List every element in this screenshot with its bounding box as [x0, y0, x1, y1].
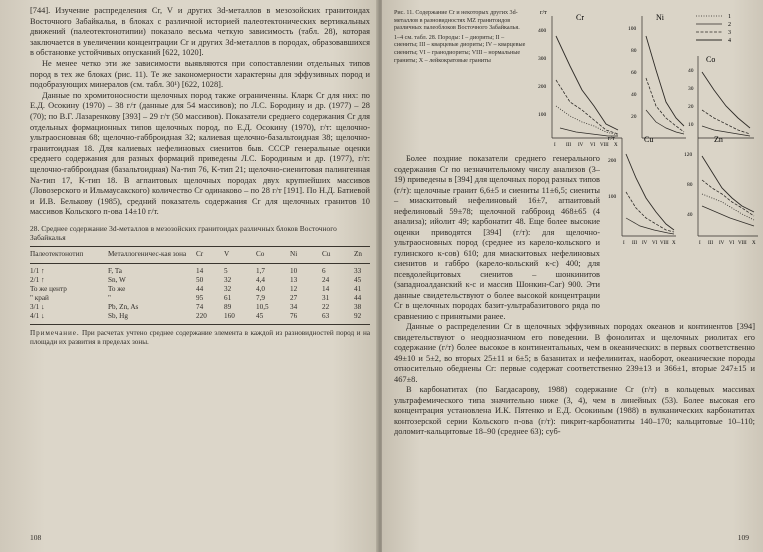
table-cell-cr: 74: [196, 302, 204, 311]
cr-ytick-100: 100: [538, 112, 547, 118]
zn-xtick-4: VI: [729, 241, 735, 246]
table-cell-paleotype: " край: [30, 293, 49, 302]
header-zn: Zn: [354, 249, 362, 258]
zn-ytick-80: 80: [687, 182, 693, 188]
table-cell-cr: 220: [196, 311, 207, 320]
co-ytick-40: 40: [688, 68, 694, 74]
table-row: [30, 312, 370, 325]
cr-xtick-6: X: [614, 143, 618, 148]
cu-xtick-5: VIII: [660, 241, 669, 246]
table-cell-cr: 95: [196, 293, 204, 302]
cu-series-3: [626, 192, 674, 232]
header-cr: Cr: [196, 249, 204, 258]
table-cell-v: 89: [224, 302, 232, 311]
right-paragraph-2: В карбонатитах (по Багдасарову, 1988) содержание Cr (г/т) в кольцевых массивах ультрафемического типа значительно ниже (3, 4), чем в линейных (53). Более высокая его концентрация установлена И.К. Пятенко и Е.Д. Осокиным (1988) в вулканических карбонатитах контозерской серии Кольского п-ова (г/т): пикрит-карбонатиты 140–170; кальцитовые 10–110; доломит-кальцитовые 18–90 (среднее 63); суб-: [394, 385, 755, 436]
zn-xtick-1: I: [699, 241, 701, 246]
header-v: V: [224, 249, 230, 258]
note-label: Примечание.: [30, 328, 80, 337]
zn-series-3: [702, 180, 754, 216]
figure-charts-bottom: [606, 132, 762, 256]
right-paragraph-1: Данные о распределении Cr в щелочных эффузивных породах океанов и континентов [394] свидетельствуют о неоднозначном его поведении. В фонолитах и щелочных риолитах его содержание (г/т) более высокое в континентальных, чем в океанических: в первых соответственно 49±10 и 5±2, во вторых 25±11 и 6±5; в базанитах и нефелинитах, наоборот, океанические породы относительно обеднены Cr: первые содержат соответственно 239±13 и 366±1, вторые 247±15 и 467±8.: [394, 322, 755, 384]
right-page-number: 109: [737, 533, 749, 542]
table-cell-zn: 92: [354, 311, 362, 320]
table-cell-cr: 44: [196, 284, 204, 293]
table-body: [30, 263, 370, 324]
zn-series-2: [702, 194, 754, 220]
ni-ytick-80: 80: [631, 48, 637, 54]
table-cell-zone: Sn, W: [108, 275, 126, 284]
figure-caption: [394, 10, 529, 65]
zn-xtick-3: IV: [719, 241, 725, 246]
table-cell-zone: F, Ta: [108, 266, 122, 275]
right-page: [382, 0, 763, 552]
table-cell-ni: 10: [290, 266, 298, 275]
cr-panel: [538, 10, 622, 148]
table-row: [30, 276, 370, 285]
wrap-paragraph-block: [394, 154, 600, 322]
ni-series-4: [646, 36, 684, 126]
table-cell-paleotype: 4/1 ↓: [30, 311, 45, 320]
cr-xtick-2: III: [566, 143, 571, 148]
header-co: Co: [256, 249, 265, 258]
cr-xtick-5: VIII: [600, 143, 609, 148]
zn-ytick-120: 120: [684, 152, 693, 158]
table-cell-cu: 14: [322, 284, 330, 293]
table-cell-co: 7,9: [256, 293, 265, 302]
zn-ytick-40: 40: [687, 212, 693, 218]
table-row: [30, 263, 370, 276]
table-cell-ni: 34: [290, 302, 298, 311]
table-cell-cr: 14: [196, 266, 204, 275]
ni-panel: [628, 13, 686, 138]
metals-table: [30, 247, 370, 325]
table-cell-cr: 50: [196, 275, 204, 284]
zn-xtick-2: III: [708, 241, 713, 246]
table-row: [30, 294, 370, 303]
cu-ytick-100: 100: [608, 194, 617, 200]
table-cell-v: 32: [224, 275, 232, 284]
co-ytick-20: 20: [688, 104, 694, 110]
table-cell-paleotype: 3/1 ↓: [30, 302, 45, 311]
zn-panel-label: Zn: [714, 135, 723, 144]
co-ytick-10: 10: [688, 122, 694, 128]
ni-panel-label: Ni: [656, 13, 664, 22]
table-cell-cu: 24: [322, 275, 330, 284]
table-row: [30, 285, 370, 294]
table-cell-paleotype: 2/1 ↑: [30, 275, 45, 284]
cu-xtick-1: I: [623, 241, 625, 246]
table-cell-co: 10,5: [256, 302, 269, 311]
table-cell-zn: 33: [354, 266, 362, 275]
cu-ytick-200: 200: [608, 158, 617, 164]
table-cell-ni: 76: [290, 311, 298, 320]
table-cell-cu: 63: [322, 311, 330, 320]
left-body-text: [30, 6, 370, 218]
table-cell-zone: Sb, Hg: [108, 311, 128, 320]
co-panel: [688, 55, 754, 138]
table-header-row: [30, 247, 370, 264]
cu-panel: [608, 135, 676, 246]
table-cell-cu: 22: [322, 302, 330, 311]
cr-ytick-300: 300: [538, 56, 547, 62]
ylabel-cr: г/т: [540, 10, 547, 16]
ni-ytick-40: 40: [631, 92, 637, 98]
legend-1: 1: [728, 14, 731, 20]
header-cu: Cu: [322, 249, 331, 258]
table-cell-v: 5: [224, 266, 228, 275]
table-row: [30, 303, 370, 312]
table-cell-zn: 41: [354, 284, 362, 293]
zn-xtick-5: VIII: [738, 241, 747, 246]
cr-series-3: [556, 80, 618, 134]
right-body-text: [394, 322, 755, 438]
header-paleotype: Палеотектонотип: [30, 249, 84, 258]
cu-xtick-4: VI: [652, 241, 658, 246]
ni-ytick-20: 20: [631, 114, 637, 120]
table-cell-ni: 27: [290, 293, 298, 302]
zn-series-4: [702, 156, 754, 212]
table-cell-co: 1,7: [256, 266, 265, 275]
co-ytick-30: 30: [688, 86, 694, 92]
cu-panel-label: Cu: [644, 135, 654, 144]
table-cell-v: 32: [224, 284, 232, 293]
table-cell-ni: 12: [290, 284, 298, 293]
left-page-number: 108: [30, 533, 42, 542]
cu-xtick-3: IV: [642, 241, 648, 246]
cu-x-ticks: [623, 241, 676, 246]
zn-panel: [684, 135, 758, 246]
legend-4: 4: [728, 38, 731, 44]
ni-series-1: [646, 110, 684, 134]
figure-caption-body: 1–4 см. табл. 28. Породы: I – диориты; II – сиениты; III – кварцевые диориты; IV – кварцевые сиениты; VI – гранодиориты; VIII – нормальные граниты; X – лейкократовые граниты: [394, 34, 526, 64]
legend-3: 3: [728, 30, 731, 36]
left-page: [0, 0, 378, 552]
figure-caption-title: Рис. 11. Содержание Cr и некоторых других 3d-металлов в разновидностях МZ гранитоидов различных палеоблоков Восточного Забайкалья.: [394, 10, 520, 32]
table-cell-zone: ": [108, 293, 111, 302]
ni-series-3: [646, 78, 684, 132]
note-text: При расчетах учтено среднее содержание элемента в каждой из разновидностей пород и на площади их развития в пределах зоны.: [30, 328, 371, 346]
cu-xtick-2: III: [632, 241, 637, 246]
wrap-paragraph: Более поздние показатели среднего генерального содержания Cr по незначительному числу анализов (3–19) приведены в [394] для щелочных пород разных типов (г/т): щелочные гранит 6,6±5 и сиениты 11±6,5; сиениты – миаскитовый нефелиновый 16±7, агпаитовый нефелиновый 59±78; щелочной габброид 468±65 (4 анализа); ийолит 49; карбонатит 48. Еще более высокие оценки приводятся [394] (г/т): для щелочно-ультраосновных пород (среднее из карело-кольского и гулинского к-сов) 610; для миаскитовых нефелиновых сиенитов и габбро (карело-кольский к-с) 400; для псевдолейцитовых сиенитов – шонкинитов (западноалданский к-с и массив Шонкин-Саг) 900. Эти данные свидетельствуют о более высокой концентрации Cr в щелочных породах базит-ультрабазитового ряда по сравнению с принятыми ранее.: [394, 154, 600, 321]
co-panel-label: Co: [706, 55, 716, 64]
table-cell-paleotype: То же центр: [30, 284, 67, 293]
cr-ytick-200: 200: [538, 84, 547, 90]
table-cell-cu: 6: [322, 266, 326, 275]
cr-xtick-4: VI: [590, 143, 596, 148]
left-paragraph-3: Данные по хромитоносности щелочных пород также ограниченны. Кларк Cr для них: по Е.Д. Осокину (1970) – 38 г/т (данные для 54 массивов); по Л.С. Бородину и др. (1977) – 28 (70); по В.Г. Лазаренкову [393] – 29 г/т (50 массивов). Показатели среднего содержания Cr для отдельных формационных типов щелочных пород, по Е.Д. Осокину (1970), г/т: щелочно-ультраосновная 68; щелочно-габброидная 32; калиевая щелочно-базальтоидная 38; щелочно-гранитоидная 18. Для калиевых нефелиновых сиенитов быв. СССР генеральные оценки среднего содержания для разных формаций приведены Л.С. Бородиным и др. (1977), г/т: щелочно-габброидная (базальтоидная) Na-тип 76, K-тип 21; щелочно-сиенитовая палингенная Na-тип 17, K-тип 18. В агпаитовых щелочных породах двух крупнейших массивов (Ловозерского и Ильмаусакского) количество Cr одинаково – по 28 г/т [191]. По Н.Д. Батиевой и И.В. Белькову (1985), средний показатель содержания Cr для щелочных гранитов 10 массивов Кольского п-ова 14±10 г/т.: [30, 90, 370, 217]
cr-panel-label: Cr: [576, 13, 584, 22]
table-cell-ni: 13: [290, 275, 298, 284]
cr-series-4: [556, 36, 618, 130]
header-ni: Ni: [290, 249, 298, 258]
table-cell-paleotype: 1/1 ↑: [30, 266, 45, 275]
figure-legend: [696, 14, 731, 44]
table-cell-cu: 31: [322, 293, 330, 302]
cr-xtick-1: I: [554, 143, 556, 148]
table-cell-zone: То же: [108, 284, 126, 293]
table-title: 28. Среднее содержание 3d-металлов в мезозойских гранитоидах различных блоков Восточного Забайкалья: [30, 223, 337, 242]
cu-series-4: [626, 154, 674, 230]
ylabel-cu: г/т: [608, 136, 615, 142]
header-zone: Металлогеничес-кая зона: [108, 249, 187, 258]
table-cell-zn: 45: [354, 275, 362, 284]
left-paragraph-2: Не менее четко эти же зависимости выявляются при сопоставлении отдельных типов пород в тех же блоках (рис. 11). Те же закономерности характерны для эффузивных пород и подобразующих минералов (см. табл. 30¹) [622, 1028].: [30, 58, 370, 90]
ni-ytick-60: 60: [631, 70, 637, 76]
table-cell-zn: 38: [354, 302, 362, 311]
table-cell-co: 4,0: [256, 284, 265, 293]
cr-xtick-3: IV: [578, 143, 584, 148]
table-cell-zn: 44: [354, 293, 362, 302]
cu-xtick-6: X: [672, 241, 676, 246]
table-cell-v: 160: [224, 311, 235, 320]
zn-x-ticks: [699, 241, 756, 246]
table-cell-v: 61: [224, 293, 232, 302]
legend-2: 2: [728, 22, 731, 28]
cr-ytick-400: 400: [538, 28, 547, 34]
zn-series-1: [702, 206, 754, 226]
table-cell-co: 4,4: [256, 275, 265, 284]
zn-xtick-6: X: [752, 241, 756, 246]
table-note: [30, 329, 370, 347]
left-paragraph-1: [744]. Изучение распределения Cr, V и других 3d-металлов в мезозойских гранитоидах Восточного Забайкалья, в блоках с различной историей палеотектонических вертикальных движений (палеотектонотипии) показало весьма четкую зависимость (табл. 28), которая заключается в увеличении концентрации Cr и других 3d-металлов в породах, образовавшихся в обстановке устойчивых опусканий [622, 1020].: [30, 6, 370, 58]
ni-ytick-100: 100: [628, 26, 637, 32]
co-series-4: [702, 72, 750, 128]
table-cell-zone: Pb, Zn, As: [108, 302, 139, 311]
wrap-zone: [394, 135, 756, 322]
table-cell-co: 45: [256, 311, 264, 320]
